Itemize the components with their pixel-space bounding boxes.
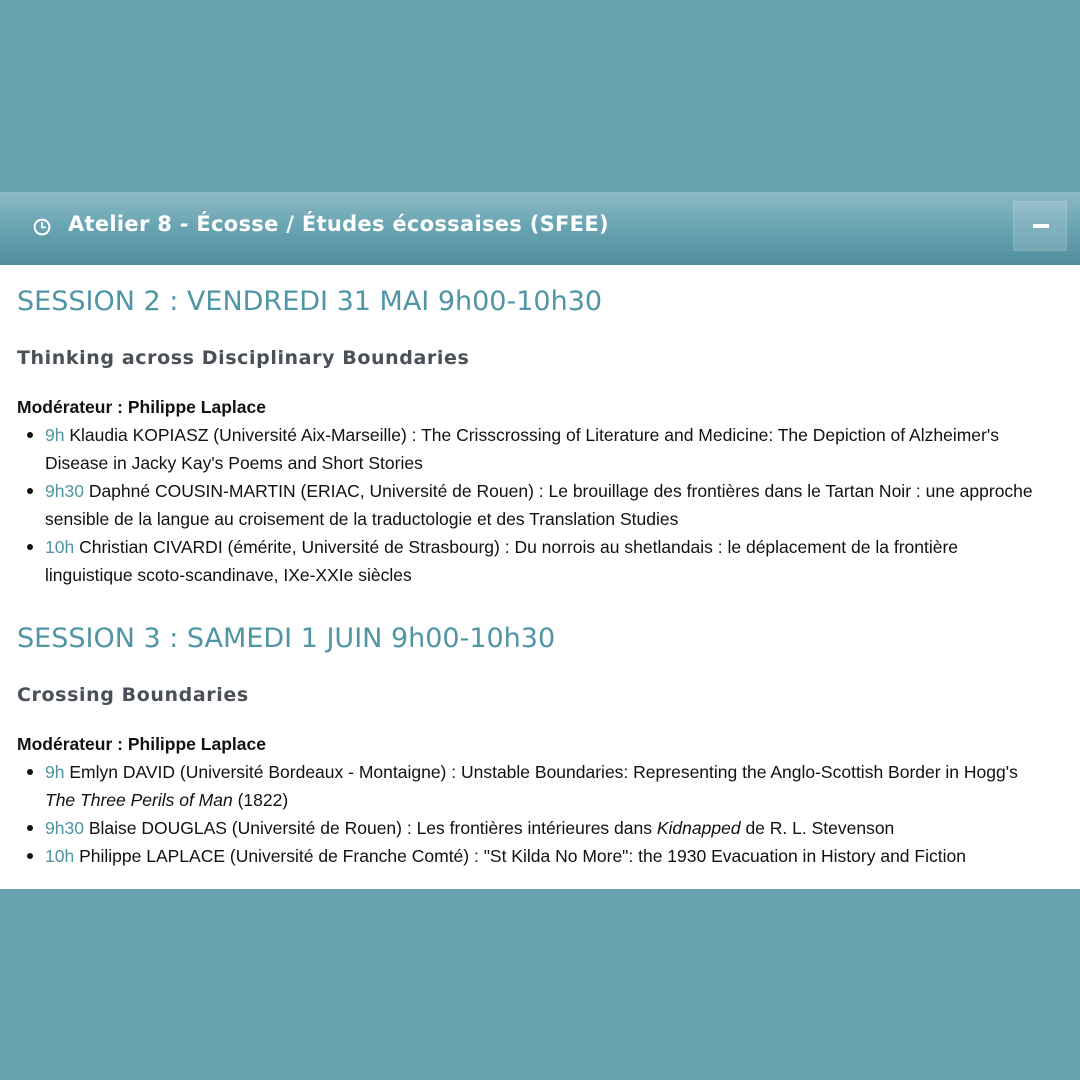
clock-icon [33,218,51,236]
talk-time: 10h [45,537,75,557]
talk-text: (1822) [237,790,289,810]
talk-time: 9h [45,425,65,445]
moderator-label: Modérateur : Philippe Laplace [17,734,266,754]
book-title: The Three Perils of Man [45,790,233,810]
list-item [0,814,1080,842]
talk-text: Daphné COUSIN-MARTIN (ERIAC, Université de Rouen) : Le brouillage des frontières dans le Tartan Noir : une approche sensible de la langue au croisement de la traductologie et des Translation Studies [45,481,1033,529]
panel-title[interactable]: Atelier 8 - Écosse / Études écossaises (SFEE) [68,212,609,236]
talk-time: 9h [45,762,65,782]
talk-time: 9h30 [45,481,84,501]
moderator-label: Modérateur : Philippe Laplace [17,397,266,417]
talk-list [0,421,1080,589]
bullet-icon [27,488,33,494]
bullet-icon [27,825,33,831]
talk-text: de R. L. Stevenson [745,818,895,838]
session-title: SESSION 2 : VENDREDI 31 MAI 9h00-10h30 [17,286,603,317]
talk-text: Philippe LAPLACE (Université de Franche Comté) : "St Kilda No More": the 1930 Evacuation in History and Fiction [79,846,966,866]
talk-time: 9h30 [45,818,84,838]
list-item [0,758,1080,814]
book-title: Kidnapped [656,818,741,838]
bullet-icon [27,544,33,550]
bullet-icon [27,769,33,775]
collapse-button[interactable] [1013,201,1067,251]
talk-list [0,758,1080,870]
talk-time: 10h [45,846,75,866]
list-item [0,533,1080,589]
talk-text: Klaudia KOPIASZ (Université Aix-Marseille) : The Crisscrossing of Literature and Medicine: The Depiction of Alzheimer's Disease in Jacky Kay's Poems and Short Stories [45,425,999,473]
minus-icon [1033,224,1049,228]
talk-text: Blaise DOUGLAS (Université de Rouen) : Les frontières intérieures dans [88,818,652,838]
accordion-header[interactable] [0,192,1080,265]
list-item [0,421,1080,477]
bullet-icon [27,432,33,438]
session-title: SESSION 3 : SAMEDI 1 JUIN 9h00-10h30 [17,623,556,654]
accordion-panel [0,192,1080,889]
bullet-icon [27,853,33,859]
list-item [0,477,1080,533]
talk-text: Christian CIVARDI (émérite, Université de Strasbourg) : Du norrois au shetlandais : le déplacement de la frontière linguistique scoto-scandinave, IXe-XXIe siècles [45,537,959,585]
session-subtitle: Crossing Boundaries [17,684,249,706]
talk-text: Emlyn DAVID (Université Bordeaux - Montaigne) : Unstable Boundaries: Representing the Anglo-Scottish Border in Hogg's [69,762,1018,782]
list-item [0,842,1080,870]
session-subtitle: Thinking across Disciplinary Boundaries [17,347,470,369]
